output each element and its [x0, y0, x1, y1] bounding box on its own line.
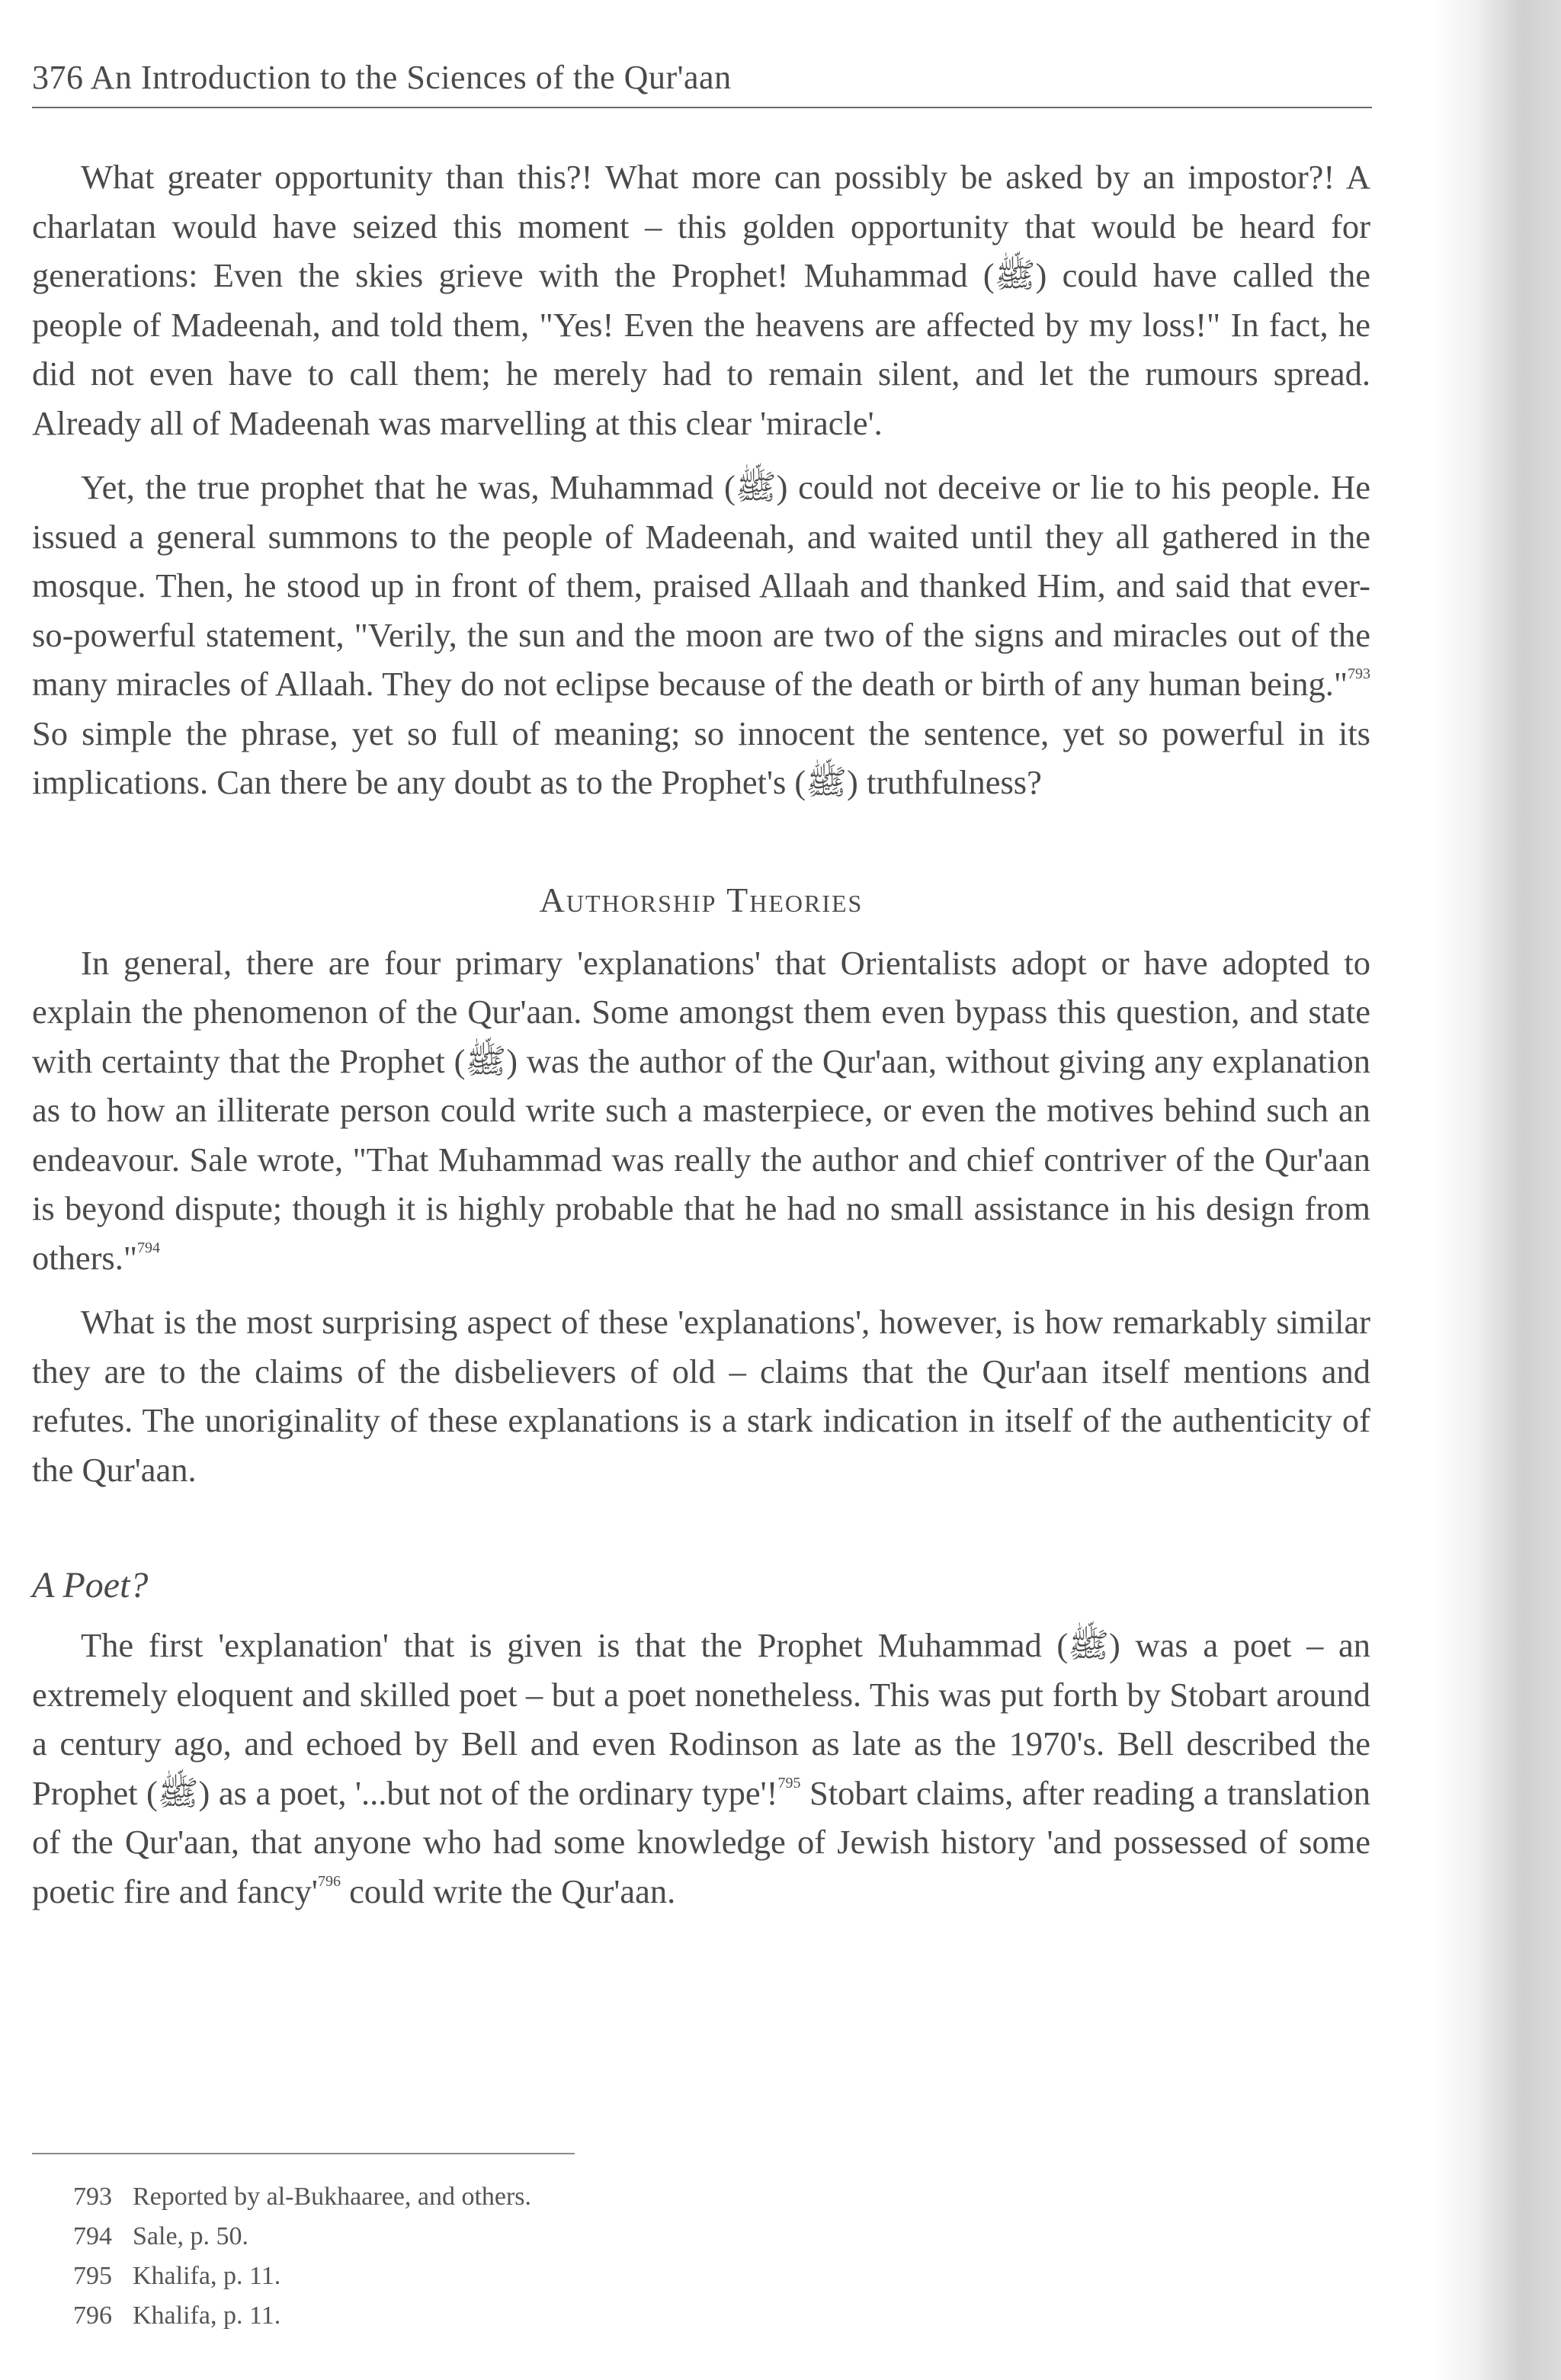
paragraph-2-text-a: Yet, the true prophet that he was, Muhammad (ﷺ) could not deceive or lie to his people. He issued a general summons to the people of Madeenah, and waited until they all gathered in the mosque. Then, he stood up in front of them, praised Allaah and thanked Him, and said that ever-so-powerful statement, "Verily, the sun and the moon are two of the signs and miracles out of the many miracles of Allaah. They do not eclipse because of the death or birth of any human being." — [32, 468, 1370, 703]
footnote-item — [73, 2296, 835, 2336]
paragraph-5 — [32, 1621, 1370, 1916]
footnote-text: Khalifa, p. 11. — [133, 2262, 281, 2290]
footnote-number: 794 — [73, 2222, 112, 2250]
paragraph-3-text: In general, there are four primary 'explanations' that Orientalists adopt or have adopted to explain the phenomenon of the Qur'aan. Some amongst them even bypass this question, and state with certainty that the Prophet (ﷺ) was the author of the Qur'aan, without giving any explanation as to how an illiterate person could write such a masterpiece, or even the motives behind such an endeavour. Sale wrote, "That Muhammad was really the author and chief contriver of the Qur'aan is beyond dispute; though it is highly probable that he had no small assistance in his design from others." — [32, 943, 1371, 1277]
footnote-ref-795[interactable]: 795 — [777, 1774, 801, 1791]
footnote-ref-796[interactable]: 796 — [317, 1872, 341, 1890]
footnote-number: 793 — [73, 2183, 112, 2211]
footnote-divider — [32, 2153, 575, 2154]
footnote-text: Sale, p. 50. — [133, 2222, 249, 2250]
paragraph-5-text-c: could write the Qur'aan. — [340, 1872, 676, 1910]
footnote-number: 795 — [73, 2262, 112, 2290]
paragraph-5-text-b: Stobart claims, after reading a translation of the Qur'aan, that anyone who had some knowledge of Jewish history 'and possessed of some poetic fire and fancy' — [32, 1773, 1370, 1910]
footnote-text: Khalifa, p. 11. — [133, 2301, 281, 2330]
subsection-heading: A Poet? — [32, 1565, 149, 1605]
paragraph-2-text-b: So simple the phrase, yet so full of meaning; so innocent the sentence, yet so powerful in its implications. Can there be any doubt as to the Prophet's (ﷺ) truthfulness? — [32, 714, 1370, 801]
paragraph-4: What is the most surprising aspect of these 'explanations', however, is how remarkably similar they are to the claims of the disbelievers of old – claims that the Qur'aan itself mentions and refutes. The unoriginality of these explanations is a stark indication in itself of the authenticity of the Qur'aan. — [32, 1303, 1370, 1489]
paragraph-2 — [32, 463, 1370, 807]
footnote-text: Reported by al-Bukhaaree, and others. — [133, 2183, 532, 2211]
footnote-ref-793[interactable]: 793 — [1348, 666, 1370, 682]
paragraph-3 — [32, 938, 1370, 1283]
footnote-item — [73, 2177, 835, 2217]
page-body — [32, 152, 1370, 1931]
footnotes — [73, 2177, 835, 2336]
footnote-number: 796 — [73, 2301, 112, 2330]
page-edge-shadow — [1431, 0, 1561, 2380]
footnote-item — [73, 2217, 835, 2257]
page-header — [32, 53, 1372, 108]
footnote-item — [73, 2257, 835, 2296]
running-head: 376 An Introduction to the Sciences of the Qur'aan — [32, 59, 732, 96]
section-heading: Authorship Theories — [539, 880, 864, 919]
paragraph-5-text-a: The first 'explanation' that is given is that the Prophet Muhammad (ﷺ) was a poet – an extremely eloquent and skilled poet – but a poet nonetheless. This was put forth by Stobart around a century ago, and echoed by Bell and even Rodinson as late as the 1970's. Bell described the Prophet (ﷺ) as a poet, '...but not of the ordinary type'! — [32, 1626, 1370, 1812]
paragraph-1: What greater opportunity than this?! What more can possibly be asked by an impostor?! A charlatan would have seized this moment – this golden opportunity that would be heard for generations: Even the skies grieve with the Prophet! Muhammad (ﷺ) could have called the people of Madeenah, and told them, "Yes! Even the heavens are affected by my loss!" In fact, he did not even have to call them; he merely had to remain silent, and let the rumours spread. Already all of Madeenah was marvelling at this clear 'miracle'. — [32, 158, 1370, 442]
footnote-ref-794[interactable]: 794 — [137, 1239, 161, 1256]
